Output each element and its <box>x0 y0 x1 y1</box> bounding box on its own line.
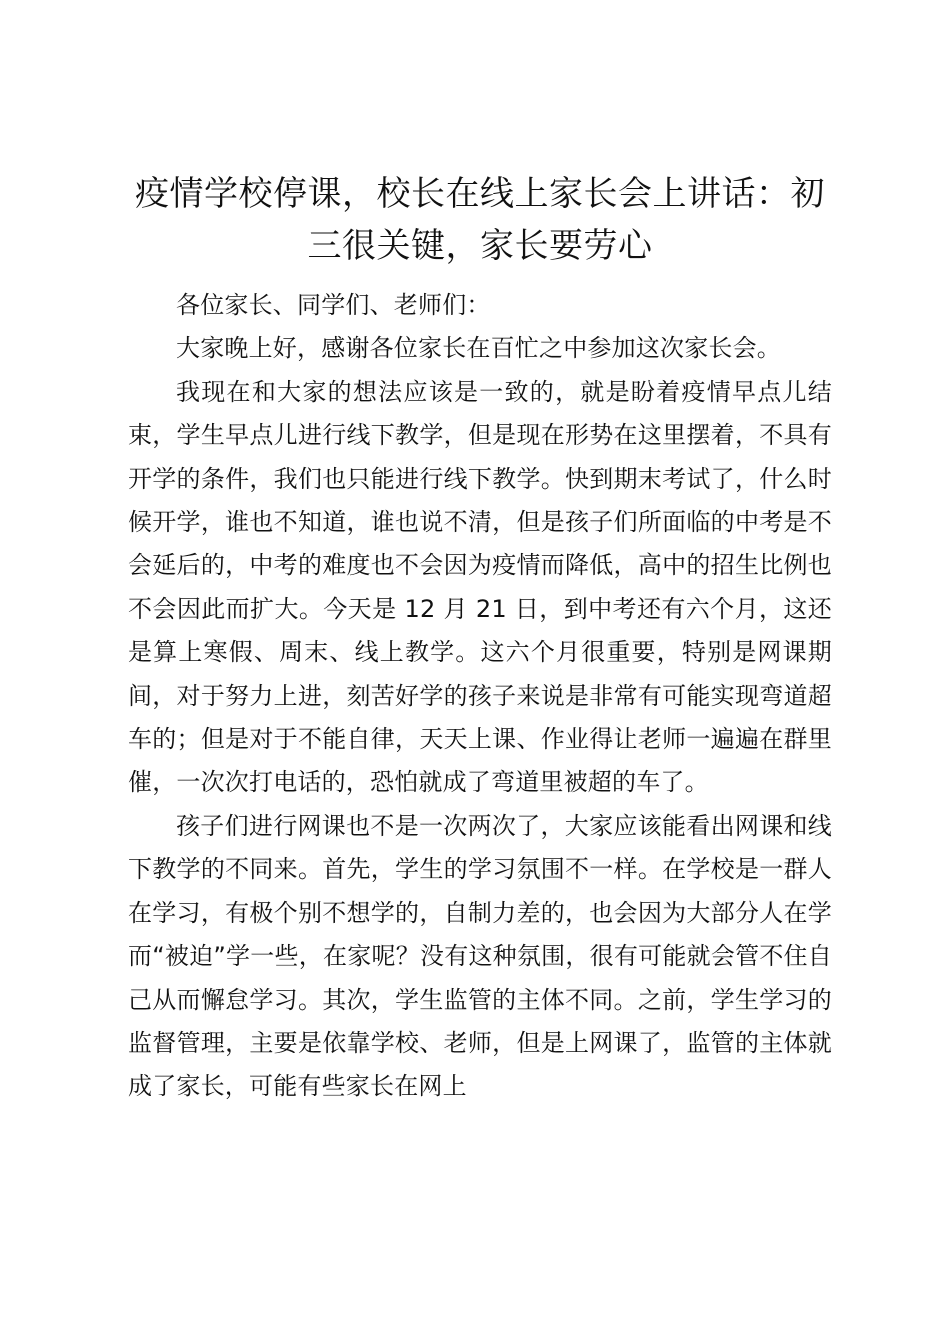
salutation-paragraph: 各位家长、同学们、老师们： <box>176 291 491 319</box>
greeting-paragraph: 大家晚上好，感谢各位家长在百忙之中参加这次家长会。 <box>176 334 781 363</box>
body-paragraph: 孩子们进行网课也不是一次两次了，大家应该能看出网课和线下教学的不同来。首先，学生的学习氛围不一样。在学校是一群人在学习，有极个别不想学的，自制力差的，也会因为大部分人在学而“被迫”学一些，在家呢？没有这种氛围，很有可能就会管不住自己从而懈怠学习。其次，学生监管的主体不同。之前，学生学习的监督管理，主要是依靠学校、老师，但是上网课了，监管的主体就成了家长，可能有些家长在网上 <box>128 811 832 1101</box>
body-paragraph: 我现在和大家的想法应该是一致的，就是盼着疫情早点儿结束，学生早点儿进行线下教学，但是现在形势在这里摆着，不具有开学的条件，我们也只能进行线下教学。快到期末考试了，什么时候开学，谁也不知道，谁也说不清，但是孩子们所面临的中考是不会延后的，中考的难度也不会因为疫情而降低，高中的招生比例也不会因此而扩大。今天是 12 月 21 日，到中考还有六个月，这还是算上寒假、周末、线上教学。这六个月很重要，特别是网课期间，对于努力上进，刻苦好学的孩子来说是非常有可能实现弯道超车的；但是对于不能自律，天天上课、作业得让老师一遍遍在群里催，一次次打电话的，恐怕就成了弯道里被超的车了。 <box>128 377 832 797</box>
document-title: 疫情学校停课，校长在线上家长会上讲话：初三很关键，家长要劳心 <box>135 174 825 266</box>
